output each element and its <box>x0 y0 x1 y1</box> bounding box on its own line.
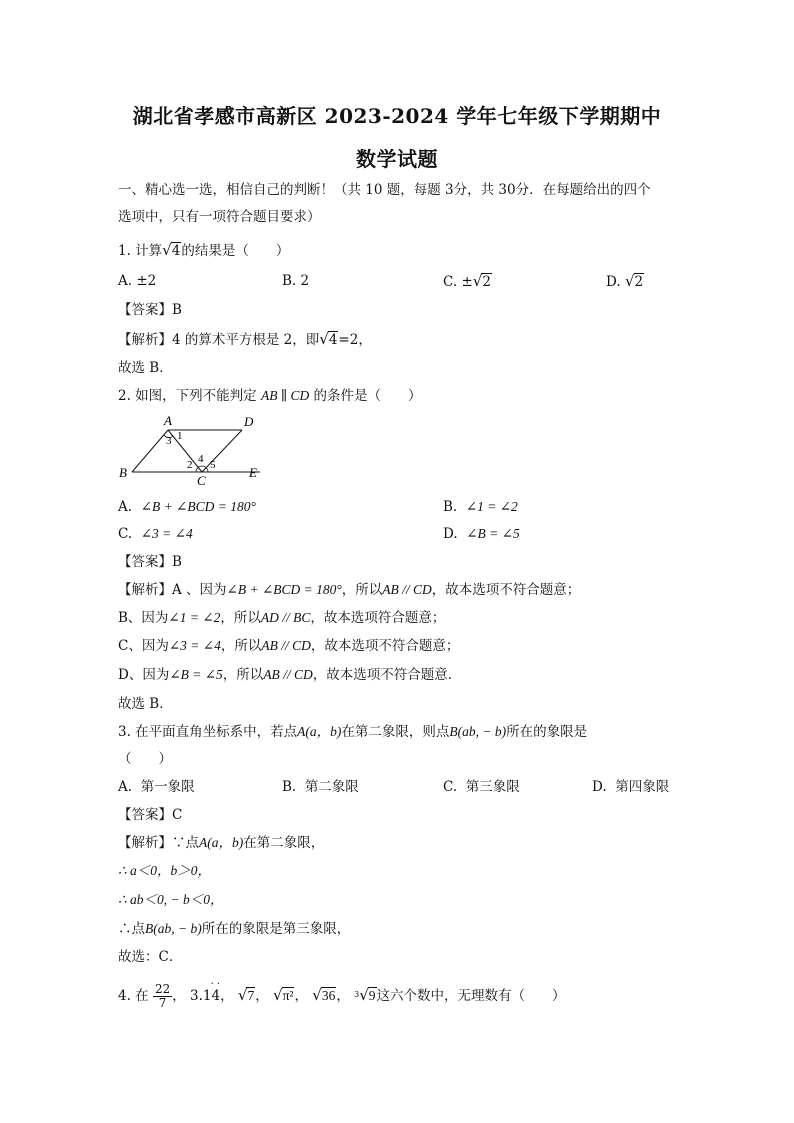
section-instructions-line1: 一、精心选一选，相信自己的判断！（共 10 题，每题 3分，共 30分．在每题给出的四个 <box>118 182 651 198</box>
q4-sqrt7 <box>238 980 255 1011</box>
q4-suffix: 这六个数中，无理数有（ ） <box>376 988 566 1004</box>
q3-stem-text: 在第二象限，则点 <box>341 724 450 740</box>
option-label: D. <box>443 526 458 542</box>
option-radicand: 2 <box>482 274 491 290</box>
point-label-b: B <box>119 465 127 480</box>
q3-option-d <box>592 778 669 796</box>
question-3-stem <box>118 723 587 741</box>
q4-sqrt36 <box>312 980 336 1011</box>
fraction-numerator: 22 <box>154 982 171 996</box>
explanation-text: C、因为 <box>118 638 169 654</box>
explanation-text: 4 的算术平方根是 2，即 <box>172 332 320 348</box>
explanation-math: ∠B + ∠BCD = 180° <box>226 582 342 597</box>
q1-radicand: 4 <box>171 243 181 259</box>
explanation-text: ，故本选项符合题意； <box>310 610 446 626</box>
radical-sign-icon: √ <box>273 986 283 1004</box>
radicand: 9 <box>368 988 376 1003</box>
separator: ， <box>294 988 308 1004</box>
explanation-text: D、因为 <box>118 667 170 683</box>
q3-explanation-2: ∴ a＜0，b＞0， <box>118 863 211 878</box>
decimal-value: 3.14 <box>190 988 221 1004</box>
q4-fraction <box>153 983 172 1010</box>
option-label: A. <box>118 499 133 515</box>
explanation-math: ∠1 = ∠2 <box>168 610 221 625</box>
q3-option-a <box>118 778 195 796</box>
q2-explanation-a <box>118 581 580 599</box>
q2-answer: 【答案】B <box>118 554 182 570</box>
q3-stem-text: 所在的象限是 <box>506 724 588 740</box>
explanation-tag: 【解析】 <box>118 582 172 598</box>
q1-answer: 【答案】B <box>118 302 182 318</box>
question-2-stem <box>118 387 422 405</box>
q2-stem-text: 的条件是（ ） <box>313 388 422 404</box>
q2-option-a <box>118 498 256 516</box>
separator: ， <box>336 988 350 1004</box>
option-radical <box>625 272 644 291</box>
explanation-text: =2， <box>338 332 372 348</box>
q1-option-a <box>118 272 156 290</box>
radicand: 36 <box>321 988 336 1003</box>
explanation-math: AD // BC <box>260 610 311 625</box>
option-label: A. <box>118 779 133 795</box>
explanation-math: A(a，b) <box>199 835 244 850</box>
option-text: ∠B = ∠5 <box>466 526 520 541</box>
angle-label-3: 3 <box>166 435 172 447</box>
option-text: ±2 <box>136 273 157 289</box>
q2-geometry-figure <box>112 410 272 488</box>
angle-label-1: 1 <box>177 430 183 442</box>
q2-stem-math: AB ∥ CD <box>260 388 310 403</box>
option-label: C. <box>118 526 133 542</box>
radical-sign-icon: √ <box>359 986 369 1004</box>
angle-label-2: 2 <box>187 459 193 471</box>
q1-explanation <box>118 330 372 349</box>
option-text: 第二象限 <box>304 779 359 795</box>
q2-choose: 故选 B． <box>118 696 173 712</box>
option-radicand: 2 <box>634 274 644 290</box>
document-subtitle: 数学试题 <box>356 147 438 171</box>
document-title: 湖北省孝感市高新区 2023-2024 学年七年级下学期期中 <box>132 104 662 128</box>
q4-sqrt-pi-squared <box>273 980 294 1011</box>
section-instructions-line2: 选项中，只有一项符合题目要求） <box>118 209 321 225</box>
option-text: 第一象限 <box>140 779 195 795</box>
option-text: ∠3 = ∠4 <box>140 526 193 541</box>
q1-prefix: 1. 计算 <box>118 243 163 259</box>
option-label: A. <box>118 273 133 289</box>
option-label: D. <box>606 274 621 290</box>
q2-explanation-b <box>118 609 445 627</box>
option-label: B. <box>282 779 297 795</box>
q3-choose: 故选：C． <box>118 949 183 965</box>
option-text: ∠1 = ∠2 <box>465 499 518 514</box>
line-cd <box>202 430 242 472</box>
explanation-text: B、因为 <box>118 610 169 626</box>
explanation-text: ，所以 <box>220 610 261 626</box>
q4-cube-root-9 <box>354 980 376 1011</box>
question-4-stem <box>118 980 566 1011</box>
q4-repeating-decimal <box>190 981 220 1011</box>
radical-sign-icon: √ <box>624 272 635 290</box>
radical-sign-icon: √ <box>319 330 329 348</box>
option-text: ± <box>461 274 473 290</box>
explanation-tag: 【解析】 <box>118 332 172 348</box>
option-label: C. <box>443 779 458 795</box>
option-text: 第四象限 <box>615 779 670 795</box>
explanation-text: 所在的象限是第三象限， <box>201 921 351 937</box>
option-label: D. <box>592 779 607 795</box>
q3-stem-text: 3. 在平面直角坐标系中，若点 <box>118 724 298 740</box>
q2-option-d <box>443 525 520 543</box>
q2-explanation-d <box>118 666 461 684</box>
q2-explanation-c <box>118 637 459 655</box>
radicand: π² <box>282 988 294 1003</box>
option-radical <box>473 272 492 291</box>
radical-sign-icon: √ <box>237 986 248 1004</box>
separator: ， <box>255 988 269 1004</box>
q2-option-c <box>118 525 193 543</box>
repeating-dots: · · <box>210 979 221 990</box>
explanation-text: A 、因为 <box>172 582 227 598</box>
q1-suffix: 的结果是（ ） <box>181 243 290 259</box>
explanation-text: ，所以 <box>220 638 262 654</box>
question-1-stem <box>118 241 289 260</box>
explanation-tag: 【解析】 <box>118 835 172 851</box>
option-text: ∠B + ∠BCD = 180° <box>140 499 256 514</box>
q3-explanation-1 <box>118 834 324 852</box>
point-label-c: C <box>197 473 206 488</box>
explanation-math: B(ab, − b) <box>145 921 202 936</box>
q3-stem-math: A(a，b) <box>297 724 342 739</box>
q3-option-c <box>443 778 520 796</box>
q4-prefix: 4. 在 <box>118 988 149 1004</box>
q2-stem-text: 2. 如图，下列不能判定 <box>118 388 257 404</box>
root-index: 3 <box>354 990 360 999</box>
angle-label-5: 5 <box>210 459 216 471</box>
radical-sign-icon: √ <box>162 241 172 259</box>
line-ba <box>132 430 168 472</box>
option-label: B. <box>282 273 297 289</box>
q3-stem-math: B(ab, − b) <box>449 724 507 739</box>
q3-explanation-3: ∴ ab＜0, − b＜0， <box>118 892 224 907</box>
explanation-radicand: 4 <box>328 332 338 348</box>
explanation-text: ∴点 <box>118 921 145 937</box>
point-label-d: D <box>244 414 254 429</box>
option-text: 第三象限 <box>465 779 520 795</box>
angle-label-4: 4 <box>198 453 204 465</box>
q3-stem-paren: （ ） <box>118 751 172 767</box>
explanation-text: ∵点 <box>172 835 199 851</box>
radical-sign-icon: √ <box>472 272 483 290</box>
point-label-e: E <box>249 465 257 480</box>
explanation-math: AB // CD <box>261 638 311 653</box>
radical-sign-icon: √ <box>312 986 322 1004</box>
explanation-text: ，故本选项不符合题意； <box>431 582 581 598</box>
separator: ， <box>172 988 186 1004</box>
q3-option-b <box>282 778 359 796</box>
option-label: C. <box>443 274 458 290</box>
explanation-radical <box>319 330 338 349</box>
q1-option-d <box>606 272 644 291</box>
explanation-text: ，所以 <box>341 582 383 598</box>
option-label: B. <box>443 499 458 515</box>
explanation-text: ，故本选项不符合题意． <box>312 667 462 683</box>
option-text: 2 <box>300 273 310 289</box>
fraction-denominator: 7 <box>158 996 167 1010</box>
point-label-a: A <box>164 413 172 428</box>
explanation-math: AB // CD <box>382 582 432 597</box>
q3-explanation-4 <box>118 920 350 938</box>
explanation-math: ∠B = ∠5 <box>169 667 223 682</box>
q3-answer: 【答案】C <box>118 807 183 823</box>
explanation-text: ，故本选项不符合题意； <box>310 638 460 654</box>
separator: ， <box>220 988 234 1004</box>
explanation-math: ∠3 = ∠4 <box>168 638 221 653</box>
q1-radical <box>162 241 181 260</box>
explanation-text: 在第二象限， <box>243 835 325 851</box>
q2-option-b <box>443 498 518 516</box>
explanation-math: AB // CD <box>263 667 313 682</box>
radicand: 7 <box>247 988 255 1003</box>
q1-choose: 故选 B． <box>118 360 173 376</box>
explanation-text: ，所以 <box>222 667 264 683</box>
q1-option-c <box>443 272 492 291</box>
q1-option-b <box>282 272 309 290</box>
